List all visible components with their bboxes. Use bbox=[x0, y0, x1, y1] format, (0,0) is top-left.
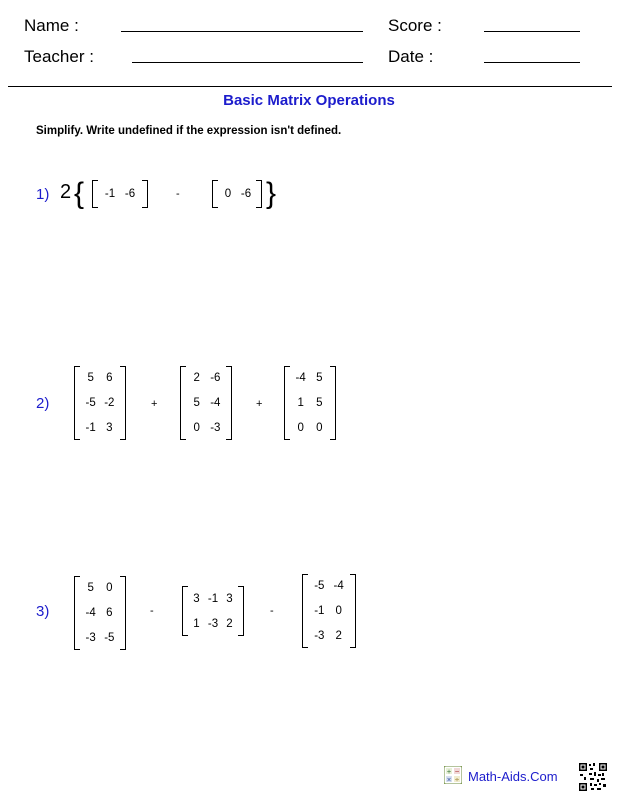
problem-number: 3) bbox=[36, 603, 50, 620]
matrix-cell: 0 bbox=[106, 582, 113, 595]
qr-code-icon bbox=[578, 762, 608, 792]
matrix-cell: 2 bbox=[226, 617, 233, 630]
date-label: Date : bbox=[388, 47, 434, 66]
matrix-cell: -4 bbox=[210, 396, 221, 409]
matrix-cell: -4 bbox=[333, 580, 344, 593]
matrix-cell: -3 bbox=[207, 617, 219, 630]
matrix-cell: 5 bbox=[87, 372, 94, 385]
teacher-label: Teacher : bbox=[24, 47, 94, 66]
matrix-cell: -2 bbox=[104, 396, 115, 409]
matrix-a bbox=[92, 180, 148, 208]
matrix-cell: 3 bbox=[106, 421, 113, 434]
svg-text:×: × bbox=[446, 776, 452, 784]
matrix-cell: -1 bbox=[104, 188, 116, 200]
name-blank[interactable] bbox=[121, 31, 363, 32]
score-label: Score : bbox=[388, 16, 442, 35]
operator: + bbox=[256, 398, 263, 410]
matrix-cell: 0 bbox=[316, 421, 323, 434]
matrix-cell: 0 bbox=[335, 604, 342, 617]
name-label: Name : bbox=[24, 16, 79, 35]
operator: + bbox=[151, 398, 158, 410]
matrix-cell: -6 bbox=[240, 188, 252, 200]
matrix-c bbox=[302, 574, 356, 648]
matrix-cell: -3 bbox=[314, 629, 325, 642]
matrix-cell: 5 bbox=[87, 582, 94, 595]
operator: - bbox=[176, 188, 180, 200]
matrix-cell: 5 bbox=[316, 372, 323, 385]
matrix-cell: -6 bbox=[124, 188, 136, 200]
teacher-blank[interactable] bbox=[132, 62, 363, 63]
close-brace: } bbox=[266, 177, 277, 210]
matrix-cell: -5 bbox=[85, 396, 96, 409]
scalar: 2 bbox=[60, 181, 72, 203]
matrix-cell: -5 bbox=[314, 580, 325, 593]
problem-number: 2) bbox=[36, 395, 50, 412]
matrix-cell: 6 bbox=[106, 372, 113, 385]
matrix-cell: -1 bbox=[207, 592, 219, 605]
date-blank[interactable] bbox=[484, 62, 580, 63]
calculator-icon bbox=[444, 766, 462, 784]
matrix-cell: 0 bbox=[297, 421, 304, 434]
operator: - bbox=[270, 605, 274, 617]
matrix-cell: 0 bbox=[224, 188, 232, 200]
matrix-cell: 1 bbox=[193, 617, 200, 630]
svg-text:÷: ÷ bbox=[454, 776, 460, 784]
open-brace: { bbox=[74, 177, 85, 210]
matrix-c bbox=[284, 366, 336, 440]
matrix-b bbox=[182, 586, 244, 636]
matrix-a bbox=[74, 576, 126, 650]
matrix-cell: 3 bbox=[193, 592, 200, 605]
matrix-b bbox=[212, 180, 262, 208]
matrix-cell: -1 bbox=[314, 604, 325, 617]
matrix-a bbox=[74, 366, 126, 440]
matrix-cell: 0 bbox=[193, 421, 200, 434]
instructions: Simplify. Write undefined if the expression isn't defined. bbox=[36, 125, 342, 137]
site-name[interactable]: Math-Aids.Com bbox=[468, 769, 558, 784]
matrix-cell: 2 bbox=[193, 372, 200, 385]
matrix-cell: -4 bbox=[85, 606, 96, 619]
matrix-cell: -5 bbox=[104, 631, 115, 644]
matrix-b bbox=[180, 366, 232, 440]
svg-text:+: + bbox=[446, 768, 452, 776]
matrix-cell: -6 bbox=[210, 372, 221, 385]
matrix-cell: 1 bbox=[297, 396, 304, 409]
matrix-cell: 3 bbox=[226, 592, 233, 605]
matrix-cell: 2 bbox=[335, 629, 342, 642]
matrix-cell: -1 bbox=[85, 421, 96, 434]
matrix-cell: -3 bbox=[210, 421, 221, 434]
score-blank[interactable] bbox=[484, 31, 580, 32]
matrix-cell: 5 bbox=[316, 396, 323, 409]
page-title: Basic Matrix Operations bbox=[223, 92, 395, 109]
header-divider bbox=[8, 86, 612, 87]
operator: - bbox=[150, 605, 154, 617]
matrix-cell: -4 bbox=[295, 372, 306, 385]
svg-text:−: − bbox=[454, 768, 460, 776]
matrix-cell: 6 bbox=[106, 606, 113, 619]
matrix-cell: -3 bbox=[85, 631, 96, 644]
matrix-cell: 5 bbox=[193, 396, 200, 409]
problem-number: 1) bbox=[36, 186, 50, 203]
